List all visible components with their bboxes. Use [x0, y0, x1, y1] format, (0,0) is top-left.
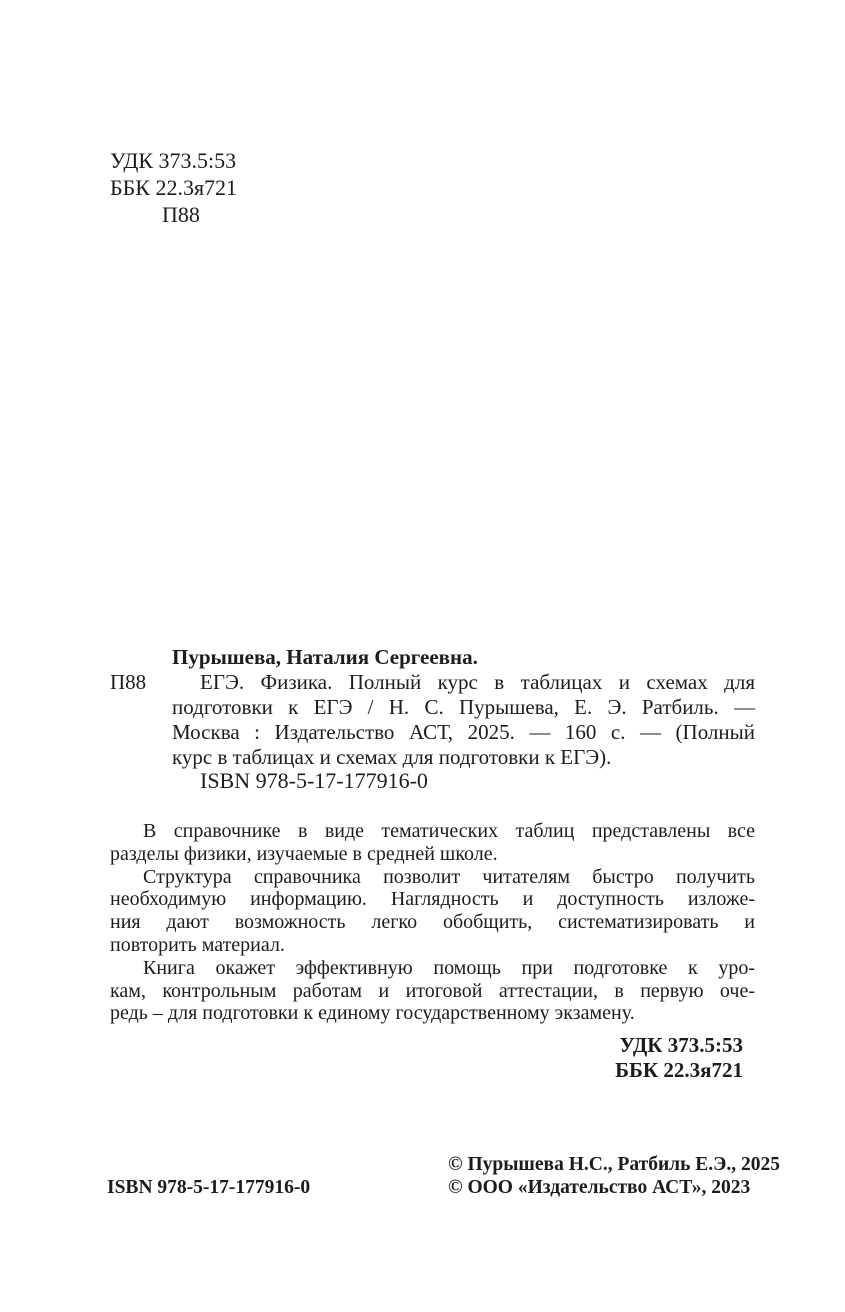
annotation-line: разделы физики, изучаемые в средней школе. — [110, 842, 498, 865]
bbk-number: ББК 22.3я721 — [110, 175, 238, 200]
copyright-block — [448, 1153, 780, 1199]
top-classification-block — [110, 147, 237, 228]
catalog-line: курс в таблицах и схемах для подготовки к ЕГЭ). — [172, 745, 612, 769]
catalog-line: Москва : Издательство АСТ, 2025. — 160 с. — (Полный — [172, 720, 755, 744]
catalog-line: подготовки к ЕГЭ / Н. С. Пурышева, Е. Э. Ратбиль. — — [172, 695, 755, 719]
annotation-line: кам, контрольным работам и итоговой аттестации, в первую оче- — [110, 979, 755, 1002]
catalog-line: ЕГЭ. Физика. Полный курс в таблицах и схемах для — [200, 670, 755, 694]
catalog-entry-text — [172, 670, 755, 770]
isbn-number: ISBN 978-5-17-177916-0 — [200, 768, 428, 793]
annotation-line: повторить материал. — [110, 933, 285, 956]
author-sign-code: П88 — [162, 202, 200, 227]
annotation-line: В справочнике в виде тематических таблиц представлены все — [143, 820, 755, 842]
annotation-paragraph — [110, 866, 755, 957]
annotation-paragraph — [110, 957, 755, 1025]
catalog-entry — [110, 670, 755, 770]
copyright-publisher-line: © ООО «Издательство АСТ», 2023 — [448, 1177, 751, 1198]
catalog-entry-code: П88 — [110, 670, 147, 694]
author-heading: Пурышева, Наталия Сергеевна. — [172, 645, 478, 669]
annotation-line: необходимую информацию. Наглядность и доступность изложе- — [110, 888, 755, 911]
annotation-line: Книга окажет эффективную помощь при подготовке к уро- — [143, 956, 755, 979]
copyright-authors-line: © Пурышева Н.С., Ратбиль Е.Э., 2025 — [448, 1154, 781, 1175]
annotation-line: редь – для подготовки к единому государственному экзамену. — [110, 1002, 635, 1025]
footer-isbn: ISBN 978-5-17-177916-0 — [107, 1177, 311, 1198]
annotation-line: Структура справочника позволит читателям быстро получить — [143, 865, 755, 888]
bibliographic-record — [110, 645, 755, 770]
classification-block — [615, 1033, 743, 1083]
annotation-block — [110, 820, 755, 1025]
bbk-number-bold: ББК 22.3я721 — [615, 1058, 743, 1082]
annotation-paragraph — [110, 820, 755, 866]
udk-number-bold: УДК 373.5:53 — [619, 1033, 743, 1057]
udk-number: УДК 373.5:53 — [110, 148, 237, 173]
annotation-line: ния дают возможность легко обобщить, систематизировать и — [110, 911, 755, 934]
